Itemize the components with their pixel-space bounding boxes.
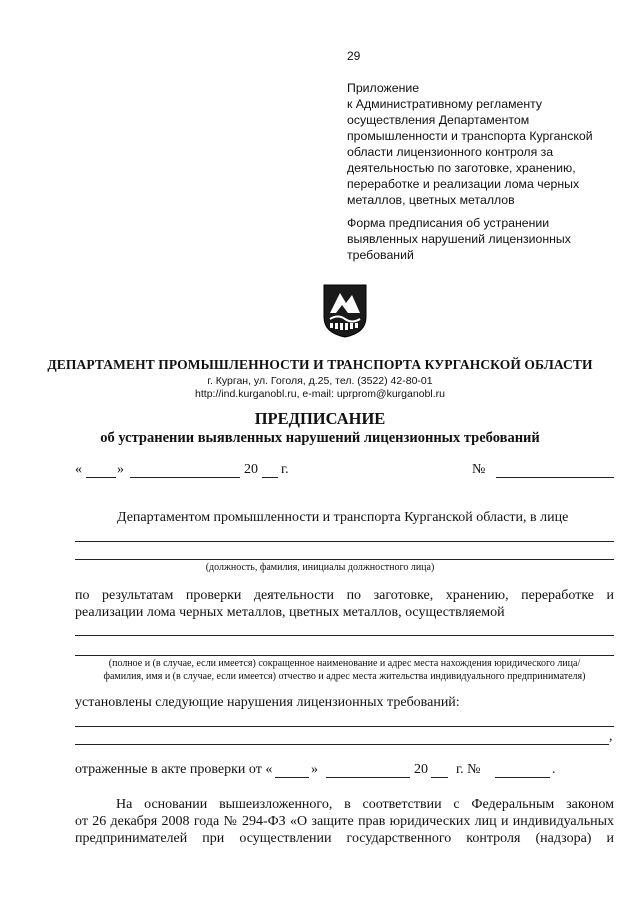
date-year-prefix: 20: [244, 462, 258, 477]
coat-of-arms-icon: [322, 283, 368, 338]
date-open-quote: «: [75, 462, 82, 477]
entity-caption-line: (полное и (в случае, если имеется) сокращенное наименование и адрес места нахождения юридического лица/: [108, 658, 581, 669]
appendix-line: осуществления Департаментом: [347, 113, 530, 127]
document-subtitle: об устранении выявленных нарушений лицензионных требований: [100, 430, 540, 446]
check-text-line: реализации лома черных металлов, цветных металлов, осуществляемой: [75, 605, 505, 620]
appendix-reference: [347, 80, 627, 208]
date-day-field[interactable]: [86, 477, 116, 478]
basis-line: от 26 декабря 2008 года № 294-ФЗ «О защите прав юридических лиц и индивидуальных: [75, 814, 614, 829]
appendix-line: металлов, цветных металлов: [347, 193, 515, 207]
document-number-field[interactable]: [496, 477, 614, 478]
act-close-quote: »: [311, 762, 318, 777]
check-text-line: по результатам проверки деятельности по заготовке, хранению, переработке и: [75, 588, 614, 603]
page-number: 29: [347, 49, 361, 63]
official-line-1[interactable]: [75, 541, 614, 542]
act-month-field[interactable]: [326, 777, 410, 778]
department-address: г. Курган, ул. Гоголя, д.25, тел. (3522) 42-80-01: [207, 375, 433, 387]
date-close-quote: »: [117, 462, 124, 477]
entity-caption-line: фамилия, имя и (в случае, если имеется) отчество и адрес места жительства индивидуального предпринимателя): [103, 671, 586, 682]
act-prefix: отраженные в акте проверки от «: [75, 762, 273, 777]
form-title: [347, 215, 627, 263]
act-number-field[interactable]: [495, 777, 550, 778]
act-year-prefix: 20: [414, 762, 428, 777]
entity-line-1[interactable]: [75, 635, 614, 636]
intro-text: Департаментом промышленности и транспорта Курганской области, в лице: [117, 510, 569, 525]
violations-comma: ,: [609, 729, 613, 744]
violations-text: установлены следующие нарушения лицензионных требований:: [75, 695, 460, 710]
date-year-field[interactable]: [262, 477, 278, 478]
violations-line-1[interactable]: [75, 726, 614, 727]
date-year-suffix: г.: [281, 462, 289, 477]
department-contacts: http://ind.kurganobl.ru, e-mail: uprprom@kurganobl.ru: [195, 388, 445, 400]
entity-line-2[interactable]: [75, 655, 614, 656]
department-name: ДЕПАРТАМЕНТ ПРОМЫШЛЕННОСТИ И ТРАНСПОРТА КУРГАНСКОЙ ОБЛАСТИ: [47, 357, 593, 372]
form-title-line: выявленных нарушений лицензионных: [347, 232, 571, 246]
act-day-field[interactable]: [275, 777, 309, 778]
form-title-line: Форма предписания об устранении: [347, 216, 550, 230]
number-sign: №: [472, 462, 486, 477]
official-line-2[interactable]: [75, 559, 614, 560]
document-title: ПРЕДПИСАНИЕ: [254, 409, 386, 428]
official-caption: (должность, фамилия, инициалы должностного лица): [205, 562, 435, 573]
act-year-field[interactable]: [431, 777, 448, 778]
violations-line-2[interactable]: [75, 744, 609, 745]
act-number-label: г. №: [456, 762, 481, 777]
appendix-line: переработке и реализации лома черных: [347, 177, 580, 191]
appendix-line: деятельностью по заготовке, хранению,: [347, 161, 576, 175]
basis-line: На основании вышеизложенного, в соответствии с Федеральным законом: [116, 797, 614, 812]
basis-line: предпринимателей при осуществлении государственного контроля (надзора) и: [75, 831, 614, 846]
appendix-line: области лицензионного контроля за: [347, 145, 554, 159]
appendix-line: Приложение: [347, 81, 420, 95]
appendix-line: промышленности и транспорта Курганской: [347, 129, 593, 143]
form-title-line: требований: [347, 248, 414, 262]
appendix-line: к Административному регламенту: [347, 97, 543, 111]
date-month-field[interactable]: [130, 477, 240, 478]
act-end-period: .: [552, 762, 556, 777]
